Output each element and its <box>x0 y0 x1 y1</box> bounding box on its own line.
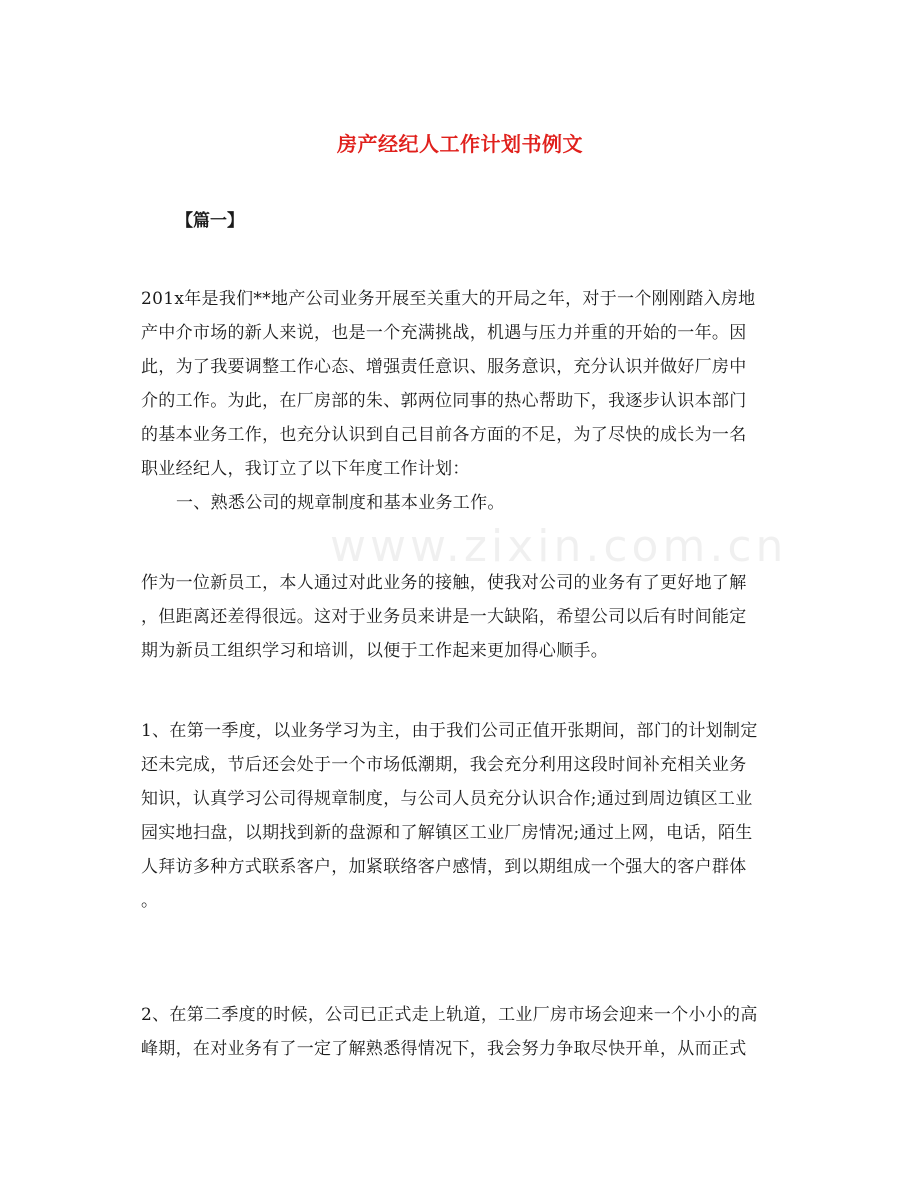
paragraph-line: 知识，认真学习公司得规章制度，与公司人员充分认识合作;通过到周边镇区工业 <box>141 789 753 809</box>
paragraph-line: 期为新员工组织学习和培训，以便于工作起来更加得心顺手。 <box>141 641 609 661</box>
paragraph-3 <box>141 714 781 918</box>
paragraph-line: 作为一位新员工，本人通过对此业务的接触，使我对公司的业务有了更好地了解 <box>141 573 747 593</box>
paragraph-line: 201x年是我们**地产公司业务开展至关重大的开局之年，对于一个刚刚踏入房地 <box>141 289 756 309</box>
document-title: 房产经纪人工作计划书例文 <box>337 132 583 156</box>
section-heading: 一、熟悉公司的规章制度和基本业务工作。 <box>176 493 505 513</box>
paragraph-line: 介的工作。为此，在厂房部的朱、郭两位同事的热心帮助下，我逐步认识本部门 <box>141 391 747 411</box>
paragraph-line: 还未完成，节后还会处于一个市场低潮期，我会充分利用这段时间补充相关业务 <box>141 755 747 775</box>
paragraph-line: 1、在第一季度，以业务学习为主，由于我们公司正值开张期间，部门的计划制定 <box>141 721 758 741</box>
paragraph-line: 此，为了我要调整工作心态、增强责任意识、服务意识，充分认识并做好厂房中 <box>141 357 747 377</box>
paragraph-2 <box>141 566 781 668</box>
paragraph-line: ，但距离还差得很远。这对于业务员来讲是一大缺陷，希望公司以后有时间能定 <box>141 607 747 627</box>
paragraph-4 <box>141 998 781 1066</box>
paragraph-line: 职业经纪人，我订立了以下年度工作计划： <box>141 459 470 479</box>
paragraph-line: 2、在第二季度的时候，公司已正式走上轨道，工业厂房市场会迎来一个小小的高 <box>141 1005 758 1025</box>
section-label: 【篇一】 <box>176 211 244 231</box>
intro-paragraph <box>141 282 781 520</box>
paragraph-line: 。 <box>141 891 159 911</box>
paragraph-line: 人拜访多种方式联系客户，加紧联络客户感情，到以期组成一个强大的客户群体 <box>141 857 747 877</box>
paragraph-line: 的基本业务工作，也充分认识到自己目前各方面的不足，为了尽快的成长为一名 <box>141 425 747 445</box>
paragraph-line: 产中介市场的新人来说，也是一个充满挑战，机遇与压力并重的开始的一年。因 <box>141 323 747 343</box>
paragraph-line: 峰期，在对业务有了一定了解熟悉得情况下，我会努力争取尽快开单，从而正式 <box>141 1039 747 1059</box>
paragraph-line: 园实地扫盘，以期找到新的盘源和了解镇区工业厂房情况;通过上网，电话，陌生 <box>141 823 753 843</box>
watermark: www.zixin.com.cn <box>330 521 788 572</box>
